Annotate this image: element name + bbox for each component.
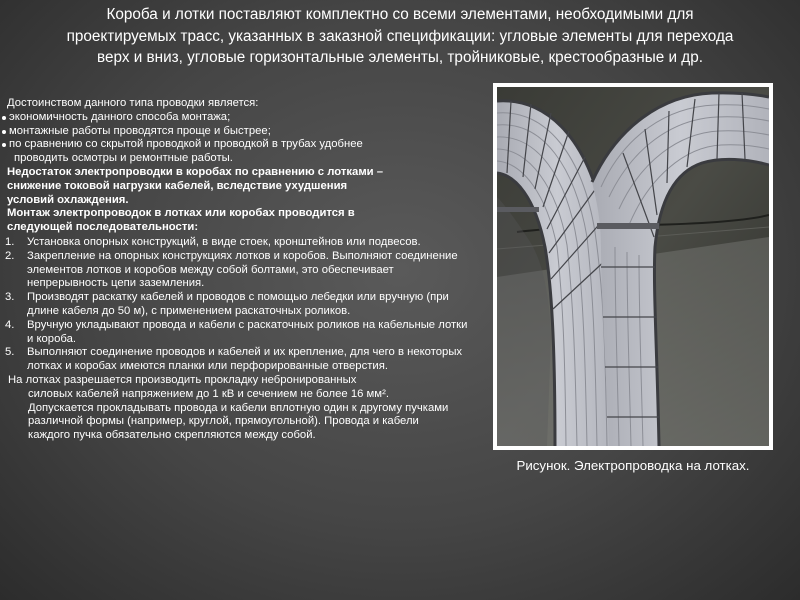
photo-frame — [493, 83, 773, 450]
step-number: 5. — [5, 346, 15, 359]
advantages-list — [2, 111, 480, 166]
advantage-text-cont: проводить осмотры и ремонтные работы. — [14, 152, 233, 165]
advantage-item — [2, 111, 480, 125]
final-paragraph-rest: силовых кабелей напряжением до 1 кВ и сечением не более 16 мм². Допускается прокладывать провода и кабели вплотную один к другому пучками различной формы (например, круглой, прямоугольной). Провода и кабели каждого пучка обязательно скрепляются между собой. — [28, 387, 449, 442]
cable-trays-photo — [497, 87, 769, 446]
step-number: 3. — [5, 291, 15, 304]
drawback-line: Недостаток электропроводки в коробах по сравнению с лотками – — [7, 165, 384, 178]
step-number: 4. — [5, 318, 15, 331]
step-text: Производят раскатку кабелей и проводов с помощью лебедки или вручную (при длине кабеля до 50 м), с применением раскаточных роликов. — [27, 291, 449, 317]
step-item — [2, 236, 480, 250]
step-item — [2, 346, 480, 374]
step-number: 2. — [5, 249, 15, 262]
body-text — [2, 97, 480, 443]
step-number: 1. — [5, 235, 15, 248]
drawback-line: снижение токовой нагрузки кабелей, вследствие ухудшения — [7, 179, 348, 192]
steps-list — [2, 236, 480, 374]
step-item — [2, 319, 480, 347]
slide-title — [0, 4, 800, 69]
step-item — [2, 291, 480, 319]
step-text: Закрепление на опорных конструкциях лотков и коробов. Выполняют соединение элементов лотков и коробов между собой болтами, это обеспечивает непрерывность цепи заземления. — [27, 249, 458, 290]
advantage-item — [2, 125, 480, 139]
title-line-3: верх и вниз, угловые горизонтальные элементы, тройниковые, крестообразные и др. — [97, 49, 703, 66]
advantage-item — [2, 138, 480, 166]
sequence-heading-line: следующей последовательности: — [7, 221, 199, 234]
drawback-line: условий охлаждения. — [7, 193, 129, 206]
title-line-2: проектируемых трасс, указанных в заказной спецификации: угловые элементы для перехода — [66, 27, 734, 45]
step-text: Вручную укладывают провода и кабели с раскаточных роликов на кабельные лотки и короба. — [27, 318, 468, 345]
step-text: Выполняют соединение проводов и кабелей и их крепление, для чего в некоторых лотках и коробах имеются планки или перфорированные отверстия. — [27, 346, 463, 373]
advantage-text: экономичность данного способа монтажа; — [9, 110, 231, 123]
step-text: Установка опорных конструкций, в виде стоек, кронштейнов или подвесов. — [27, 235, 421, 248]
drawback-paragraph — [2, 166, 480, 207]
figure-caption: Рисунок. Электропроводка на лотках. — [516, 458, 750, 473]
advantages-intro: Достоинством данного типа проводки является: — [7, 97, 259, 109]
title-line-1: Короба и лотки поставляют комплектно со всеми элементами, необходимыми для — [106, 6, 694, 23]
sequence-heading-line: Монтаж электропроводок в лотках или коробах проводится в — [7, 207, 355, 220]
step-item — [2, 250, 480, 291]
final-paragraph-first-line: На лотках разрешается производить прокладку небронированных — [8, 373, 357, 386]
final-paragraph — [2, 374, 480, 443]
advantage-text: монтажные работы проводятся проще и быстрее; — [9, 124, 271, 137]
advantage-text: по сравнению со скрытой проводкой и проводкой в трубах удобнее — [9, 138, 363, 151]
sequence-heading — [2, 207, 480, 235]
